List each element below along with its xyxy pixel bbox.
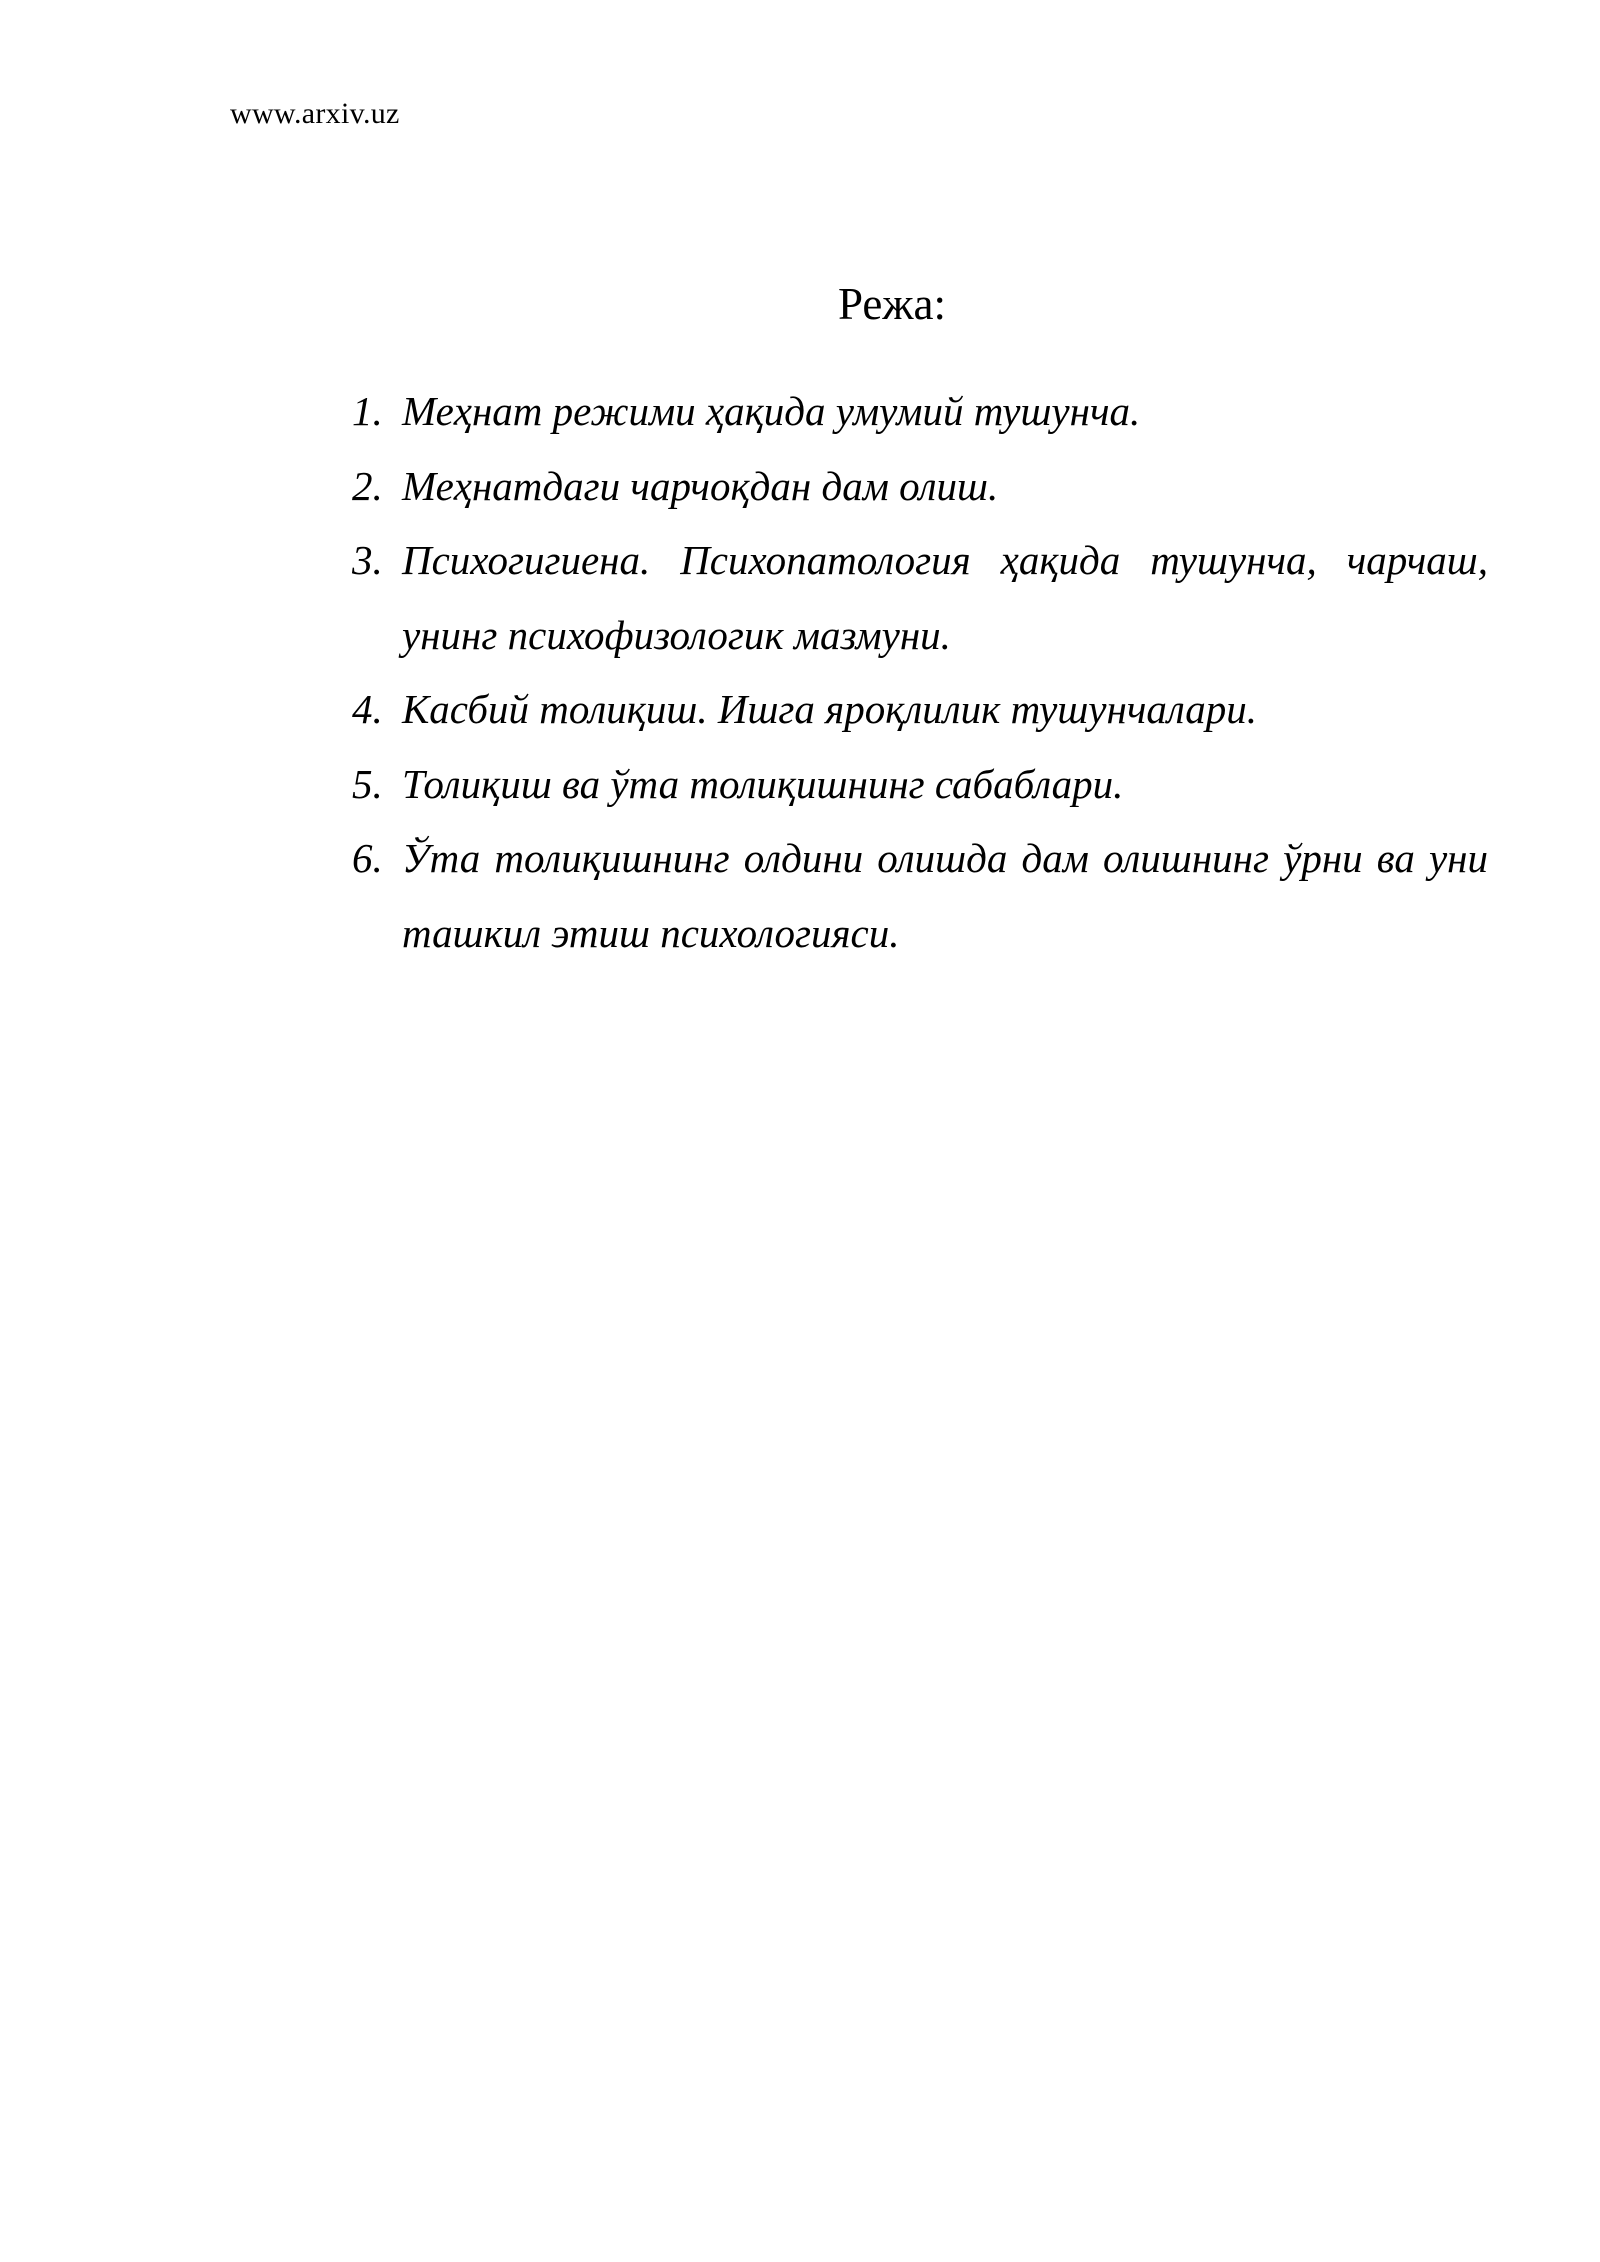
- plan-item-1: [352, 374, 1488, 449]
- plan-item-number: 3.: [352, 537, 383, 583]
- plan-item-number: 5.: [352, 760, 383, 807]
- header-url: www.arxiv.uz: [230, 97, 400, 130]
- plan-item-text: Меҳнатдаги чарчоқдан дам олиш.: [402, 462, 999, 509]
- plan-item-2: [352, 449, 1488, 524]
- plan-list: [352, 374, 1488, 970]
- plan-item-text: Психогигиена. Психопатология ҳақида тушунча, чарчаш, унинг психофизологик мазмуни.: [402, 537, 1488, 658]
- plan-item-text: Толиқиш ва ўта толиқишнинг сабаблари.: [402, 760, 1124, 807]
- plan-item-text: Касбий толиқиш. Ишга яроқлилик тушунчалари.: [402, 686, 1258, 732]
- plan-item-number: 6.: [352, 835, 383, 881]
- plan-title: Режа:: [838, 279, 946, 329]
- plan-item-number: 2.: [352, 462, 383, 509]
- plan-item-number: 1.: [352, 388, 383, 434]
- plan-item-5: [352, 747, 1488, 822]
- plan-item-4: [352, 672, 1488, 747]
- plan-item-text: Меҳнат режими ҳақида умумий тушунча.: [402, 388, 1141, 434]
- plan-item-number: 4.: [352, 686, 383, 732]
- plan-item-text: Ўта толиқишнинг олдини олишда дам олишнинг ўрни ва уни ташкил этиш психологияси.: [402, 835, 1488, 956]
- plan-item-3: [352, 523, 1488, 672]
- plan-item-6: [352, 821, 1488, 970]
